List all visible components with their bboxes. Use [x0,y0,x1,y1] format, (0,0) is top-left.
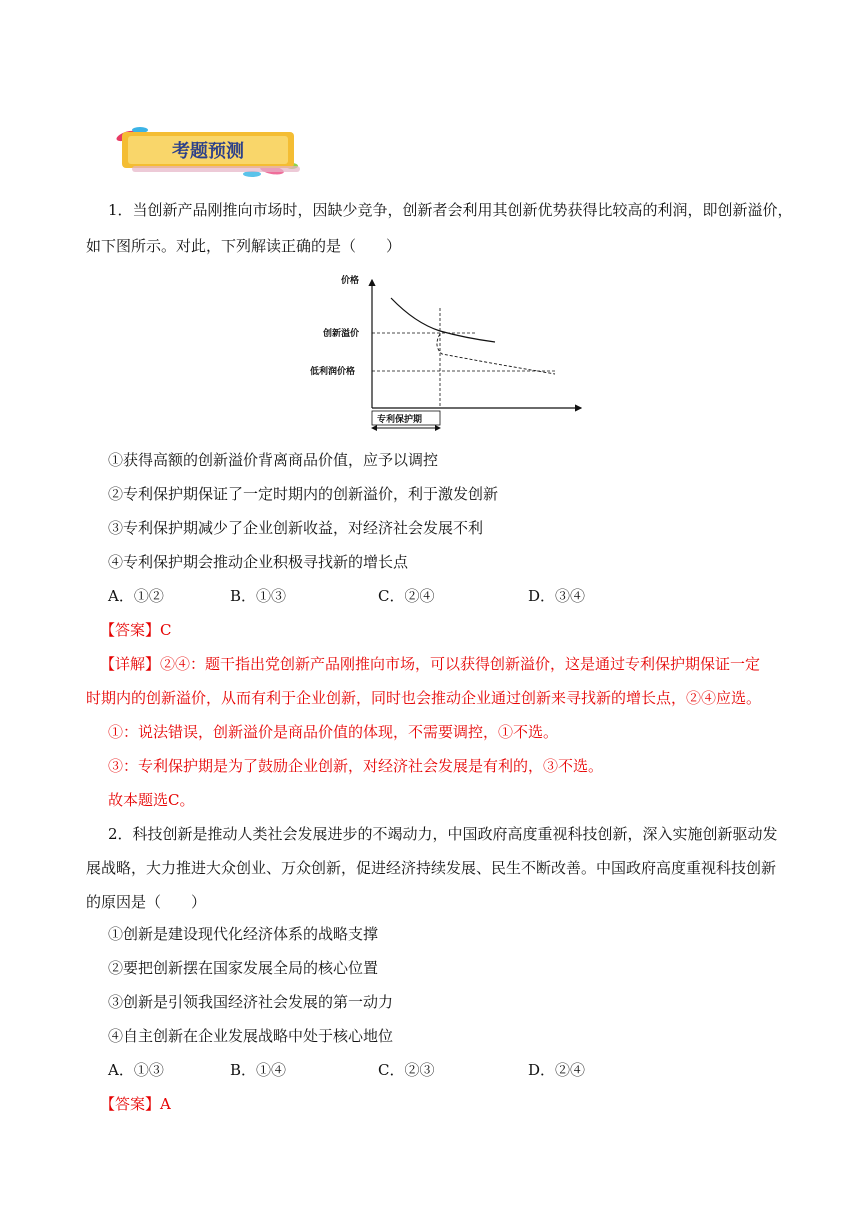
q1-option-d: D．③④ [528,587,586,605]
q1-statement-3: ③专利保护期减少了企业创新收益，对经济社会发展不利 [108,519,484,537]
q2-answer-label: 【答案】 [100,1095,161,1113]
y-label-low-profit: 低利润价格 [310,367,356,377]
q1-stem-line2: 如下图所示。对此，下列解读正确的是（ ） [86,237,402,255]
price-curve [391,298,495,342]
q1-stem-line1: 1．当创新产品刚推向市场时，因缺少竞争，创新者会利用其创新优势获得比较高的利润，即创新溢价， [108,201,793,219]
q1-option-c: C．②④ [378,587,435,605]
badge-label: 考题预测 [172,141,244,162]
section-badge [112,122,302,178]
post-patent-curve [437,334,555,374]
q2-option-c: C．②③ [378,1061,435,1079]
q2-answer [100,1094,171,1114]
q2-stem-line2: 展战略，大力推进大众创业、万众创新，促进经济持续发展、民生不断改善。中国政府高度重视科技创新 [86,859,777,877]
price-chart [305,268,590,433]
q1-explain-line2: 时期内的创新溢价，从而有利于企业创新，同时也会推动企业通过创新来寻找新的增长点，②④应选。 [86,689,762,707]
q2-statement-2: ②要把创新摆在国家发展全局的核心位置 [108,959,379,977]
q1-option-b: B．①③ [230,587,287,605]
q2-stem-line1: 2．科技创新是推动人类社会发展进步的不竭动力，中国政府高度重视科技创新，深入实施创新驱动发 [108,825,778,843]
q1-explain-label: 【详解】 [100,655,161,673]
q2-statement-1: ①创新是建设现代化经济体系的战略支撑 [108,925,379,943]
q1-explain-text1: ②④：题干指出党创新产品刚推向市场，可以获得创新溢价，这是通过专利保护期保证一定 [160,655,761,673]
q1-explain-line1 [100,654,760,674]
patent-period-label: 专利保护期 [377,415,423,425]
q2-answer-value: A [160,1095,171,1113]
q1-conclusion: 故本题选C。 [108,791,195,809]
q2-stem-line3: 的原因是（ ） [86,893,207,911]
q1-explain-line4: ③：专利保护期是为了鼓励企业创新，对经济社会发展是有利的，③不选。 [108,757,604,775]
q2-option-a: A．①③ [108,1061,164,1079]
q1-statement-1: ①获得高额的创新溢价背离商品价值，应予以调控 [108,451,439,469]
q2-statement-4: ④自主创新在企业发展战略中处于核心地位 [108,1027,394,1045]
q1-answer [100,620,172,640]
q2-statement-3: ③创新是引领我国经济社会发展的第一动力 [108,993,394,1011]
q1-option-a: A．①② [108,587,164,605]
y-label-premium: 创新溢价 [323,329,360,339]
q1-statement-4: ④专利保护期会推动企业积极寻找新的增长点 [108,553,409,571]
q1-explain-line3: ①：说法错误，创新溢价是商品价值的体现，不需要调控，①不选。 [108,723,559,741]
q1-answer-value: C [160,621,172,639]
q2-option-b: B．①④ [230,1061,287,1079]
y-axis-label: 价格 [341,276,360,286]
q1-answer-label: 【答案】 [100,621,161,639]
q2-option-d: D．②④ [528,1061,586,1079]
q1-statement-2: ②专利保护期保证了一定时期内的创新溢价，利于激发创新 [108,485,499,503]
